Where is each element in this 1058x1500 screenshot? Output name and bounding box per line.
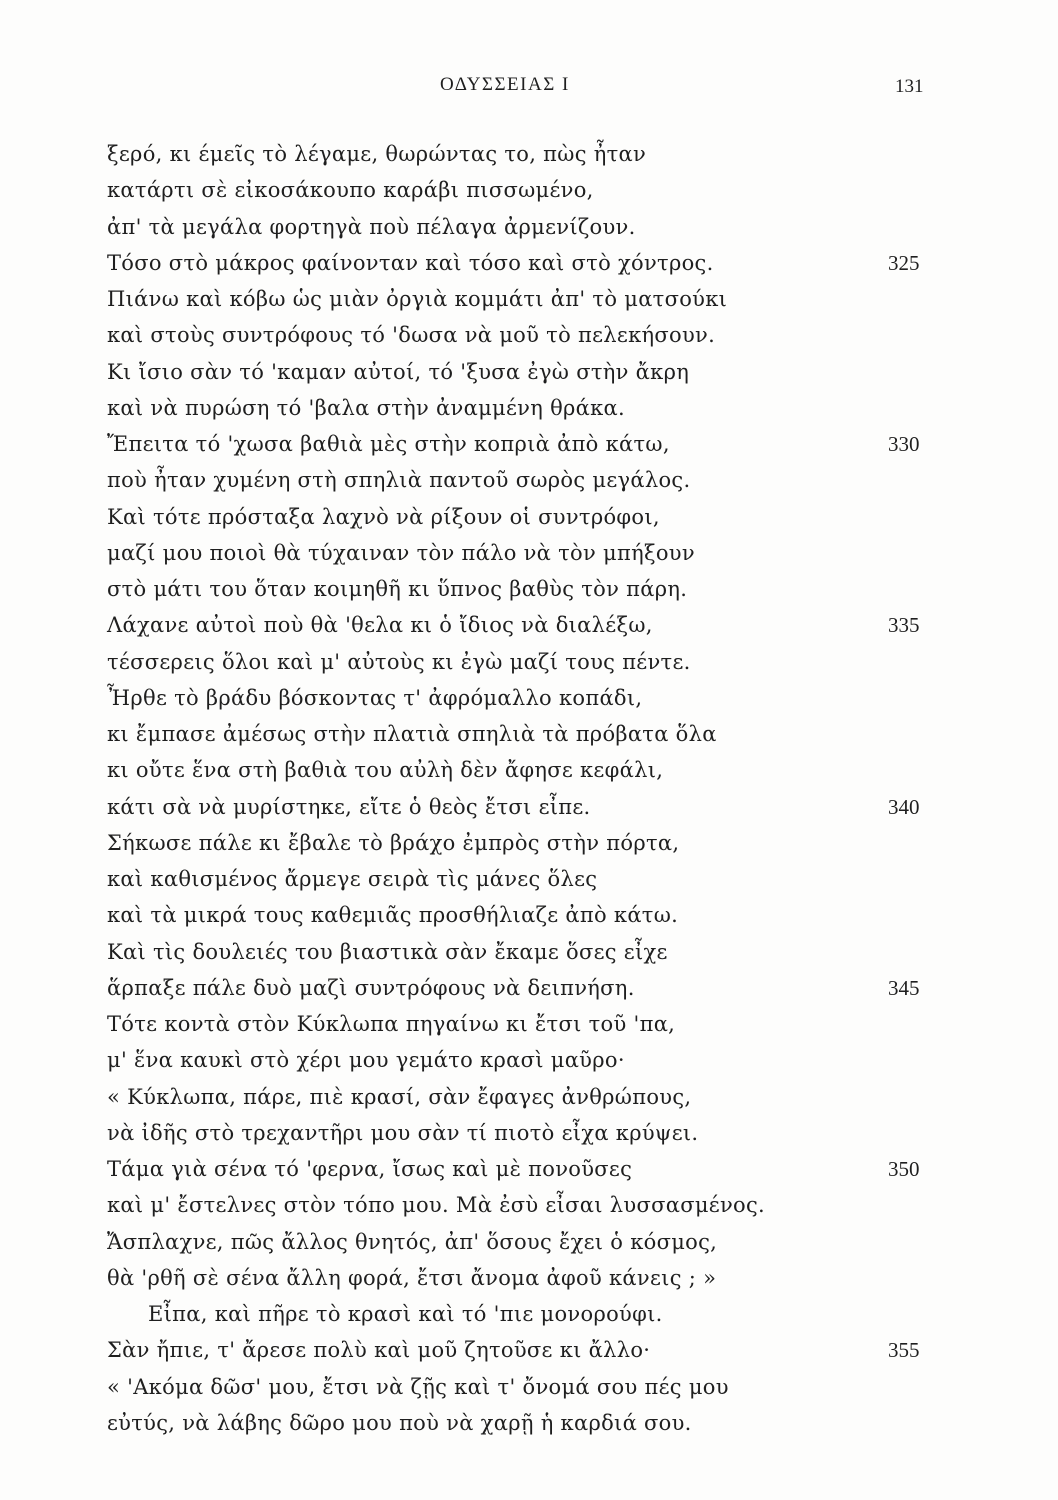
verse-line — [0, 825, 1058, 861]
verse-line — [0, 789, 1058, 825]
verse-line — [0, 897, 1058, 933]
verse-line — [0, 209, 1058, 245]
verse-line — [0, 1006, 1058, 1042]
verse-text: Καὶ τότε πρόσταξα λαχνὸ νὰ ρίξουν οἱ συντρόφοι, — [107, 504, 660, 529]
verse-line — [0, 1042, 1058, 1078]
verse-line — [0, 1369, 1058, 1405]
verse-text: μαζί μου ποιοὶ θὰ τύχαιναν τὸν πάλο νὰ τὸν μπήξουν — [107, 540, 695, 565]
verse-text: Κι ἴσιο σὰν τό 'καμαν αὐτοί, τό 'ξυσα ἐγὼ στὴν ἄκρη — [107, 359, 690, 384]
verse-line — [0, 1332, 1058, 1368]
verse-text: Τόσο στὸ μάκρος φαίνονταν καὶ τόσο καὶ στὸ χόντρος. — [107, 250, 714, 275]
verse-text: εὐτύς, νὰ λάβης δῶρο μου ποὺ νὰ χαρῇ ἡ καρδιά σου. — [107, 1410, 692, 1435]
verse-line — [0, 245, 1058, 281]
verse-text: θὰ 'ρθῆ σὲ σένα ἄλλη φορά, ἔτσι ἄνομα ἀφοῦ κάνεις ; » — [107, 1265, 717, 1290]
verse-line — [0, 426, 1058, 462]
verse-line — [0, 752, 1058, 788]
verse-text: στὸ μάτι του ὅταν κοιμηθῆ κι ὕπνος βαθὺς τὸν πάρη. — [107, 577, 688, 601]
verse-line — [0, 317, 1058, 353]
verse-line — [0, 1260, 1058, 1296]
verse-line — [0, 716, 1058, 752]
verse-line — [0, 172, 1058, 208]
verse-text: καὶ μ' ἔστελνες στὸν τόπο μου. Μὰ ἐσὺ εἶσαι λυσσασμένος. — [107, 1193, 766, 1218]
verse-text: « Κύκλωπα, πάρε, πιὲ κρασί, σὰν ἔφαγες ἀνθρώπους, — [107, 1084, 692, 1109]
verse-line — [0, 1224, 1058, 1260]
verse-text: Εἶπα, καὶ πῆρε τὸ κρασὶ καὶ τό 'πιε μονορούφι. — [148, 1302, 663, 1326]
line-number: 330 — [888, 432, 920, 456]
line-number: 350 — [888, 1157, 920, 1181]
verse-line — [0, 970, 1058, 1006]
verse-text: τέσσερεις ὅλοι καὶ μ' αὐτοὺς κι ἐγὼ μαζί τους πέντε. — [107, 649, 691, 674]
verse-text: Ἦρθε τὸ βράδυ βόσκοντας τ' ἀφρόμαλλο κοπάδι, — [107, 685, 643, 710]
verse-line — [0, 462, 1058, 498]
page-number: 131 — [895, 76, 924, 97]
verse-text: ξερό, κι έμεῖς τὸ λέγαμε, θωρώντας το, πὼς ἦταν — [107, 142, 647, 166]
verse-line — [0, 535, 1058, 571]
line-number: 335 — [888, 613, 920, 638]
verse-line — [0, 136, 1058, 172]
verse-line — [0, 571, 1058, 607]
verse-line — [0, 354, 1058, 390]
verse-text: καὶ στοὺς συντρόφους τό 'δωσα νὰ μοῦ τὸ πελεκήσουν. — [107, 323, 716, 348]
running-head — [0, 74, 1058, 104]
verse-text: Πιάνω καὶ κόβω ὡς μιὰν ὀργιὰ κομμάτι ἀπ' τὸ ματσούκι — [107, 287, 728, 311]
verse-line — [0, 607, 1058, 643]
verse-text: νὰ ἰδῆς στὸ τρεχαντῆρι μου σὰν τί πιοτὸ εἶχα κρύψει. — [107, 1120, 699, 1145]
verse-text: ποὺ ἦταν χυμένη στὴ σπηλιὰ παντοῦ σωρὸς μεγάλος. — [107, 468, 691, 493]
verse-text: κι ἔμπασε ἀμέσως στὴν πλατιὰ σπηλιὰ τὰ πρόβατα ὅλα — [107, 722, 717, 746]
verse-text: μ' ἕνα καυκὶ στὸ χέρι μου γεμάτο κρασὶ μαῦρο· — [107, 1048, 625, 1073]
verse-text: Καὶ τὶς δουλειές του βιαστικὰ σὰν ἔκαμε ὅσες εἶχε — [107, 939, 668, 964]
verse-line — [0, 934, 1058, 970]
verse-line — [0, 499, 1058, 535]
verse-text: ἅρπαξε πάλε δυὸ μαζὶ συντρόφους νὰ δειπνήση. — [107, 975, 635, 1000]
verse-text: Ἔπειτα τό 'χωσα βαθιὰ μὲς στὴν κοπριὰ ἀπὸ κάτω, — [107, 432, 670, 456]
verse-text: καὶ τὰ μικρά τους καθεμιᾶς προσθήλιαζε ἀπὸ κάτω. — [107, 903, 679, 928]
verse-text: καὶ νὰ πυρώση τό 'βαλα στὴν ἀναμμένη θράκα. — [107, 395, 626, 420]
verse-line — [0, 390, 1058, 426]
verse-text: « 'Ακόμα δῶσ' μου, ἔτσι νὰ ζῇς καὶ τ' ὄνομά σου πές μου — [107, 1374, 729, 1399]
verse-block — [0, 136, 1058, 1441]
verse-text: καὶ καθισμένος ἄρμεγε σειρὰ τὶς μάνες ὅλες — [107, 867, 598, 891]
verse-line — [0, 281, 1058, 317]
verse-text: κατάρτι σὲ εἰκοσάκουπο καράβι πισσωμένο, — [107, 178, 594, 203]
line-number: 325 — [888, 250, 920, 275]
line-number: 340 — [888, 794, 920, 819]
running-title: ΟΔΥΣΣΕΙΑΣ Ι — [440, 74, 570, 95]
verse-text: κάτι σὰ νὰ μυρίστηκε, εἴτε ὁ θεὸς ἔτσι εἶπε. — [107, 794, 591, 819]
verse-line — [0, 1405, 1058, 1441]
verse-line — [0, 1079, 1058, 1115]
verse-text: Σὰν ἤπιε, τ' ἄρεσε πολὺ καὶ μοῦ ζητοῦσε κι ἄλλο· — [107, 1338, 651, 1363]
line-number: 345 — [888, 975, 920, 1000]
verse-text: Ἄσπλαχνε, πῶς ἄλλος θνητός, ἀπ' ὅσους ἔχει ὁ κόσμος, — [107, 1229, 718, 1254]
verse-line — [0, 680, 1058, 716]
verse-text: ἀπ' τὰ μεγάλα φορτηγὰ ποὺ πέλαγα ἀρμενίζουν. — [107, 214, 636, 239]
verse-line — [0, 1187, 1058, 1223]
verse-line — [0, 1296, 1058, 1332]
verse-text: κι οὔτε ἕνα στὴ βαθιὰ του αὐλὴ δὲν ἄφησε κεφάλι, — [107, 758, 664, 783]
verse-text: Σήκωσε πάλε κι ἔβαλε τὸ βράχο ἐμπρὸς στὴν πόρτα, — [107, 830, 680, 855]
verse-line — [0, 644, 1058, 680]
verse-text: Τότε κοντὰ στὸν Κύκλωπα πηγαίνω κι ἔτσι τοῦ 'πα, — [107, 1012, 676, 1036]
line-number: 355 — [888, 1338, 920, 1363]
verse-line — [0, 861, 1058, 897]
verse-text: Λάχανε αὐτοὶ ποὺ θὰ 'θελα κι ὁ ἴδιος νὰ διαλέξω, — [107, 613, 653, 638]
verse-line — [0, 1115, 1058, 1151]
verse-line — [0, 1151, 1058, 1187]
verse-text: Τάμα γιὰ σένα τό 'φερνα, ἴσως καὶ μὲ πονοῦσες — [107, 1157, 633, 1181]
